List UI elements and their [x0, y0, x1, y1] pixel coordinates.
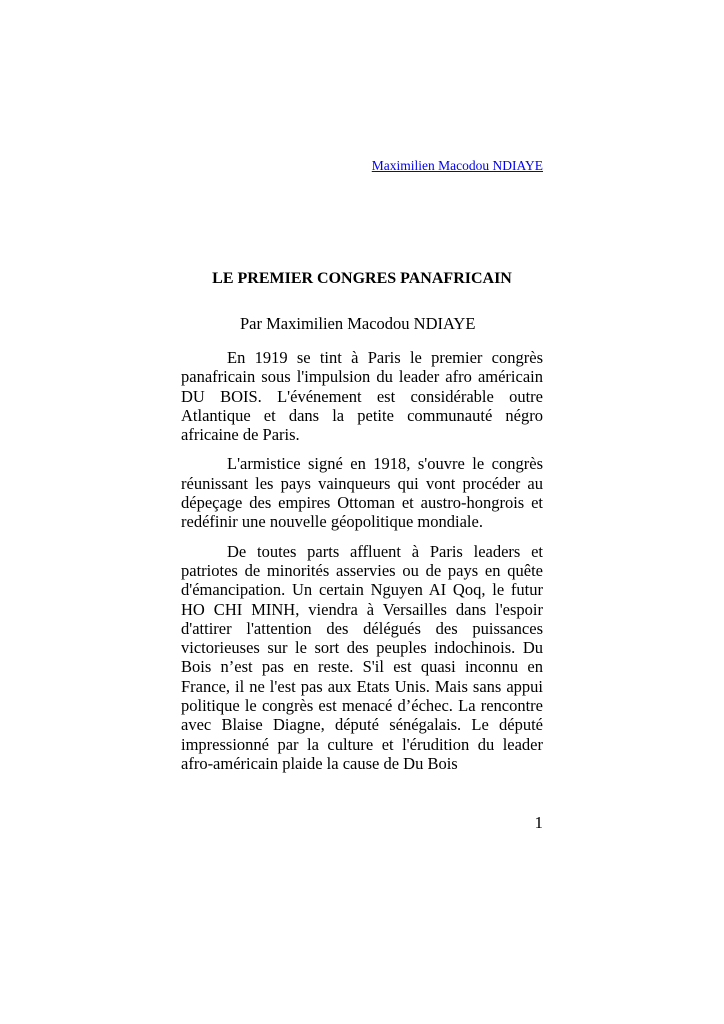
- article-title: LE PREMIER CONGRES PANAFRICAIN: [212, 270, 512, 287]
- article-byline: Par Maximilien Macodou NDIAYE: [240, 314, 476, 333]
- page-number: 1: [534, 813, 543, 832]
- paragraph-1: En 1919 se tint à Paris le premier congrès panafricain sous l'impulsion du leader afro américain DU BOIS. L'événement est considérable outre Atlantique et dans la petite communauté négro africaine de Paris.: [181, 348, 543, 445]
- paragraph-2: L'armistice signé en 1918, s'ouvre le congrès réunissant les pays vainqueurs qui vont procéder au dépeçage des empires Ottoman et austro-hongrois et redéfinir une nouvelle géopolitique mondiale.: [181, 454, 543, 532]
- paragraph-3: De toutes parts affluent à Paris leaders et patriotes de minorités asservies ou de pays en quête d'émancipation. Un certain Nguyen AI Qoq, le futur HO CHI MINH, viendra à Versailles dans l'espoir d'attirer l'attention des délégués des puissances victorieuses sur le sort des peuples indochinois. Du Bois n’est pas en reste. S'il est quasi inconnu en France, il ne l'est pas aux Etats Unis. Mais sans appui politique le congrès est menacé d’échec. La rencontre avec Blaise Diagne, député sénégalais. Le député impressionné par la culture et l'érudition du leader afro-américain plaide la cause de Du Bois: [181, 541, 543, 773]
- author-link[interactable]: Maximilien Macodou NDIAYE: [371, 158, 543, 173]
- article-body: [181, 348, 543, 783]
